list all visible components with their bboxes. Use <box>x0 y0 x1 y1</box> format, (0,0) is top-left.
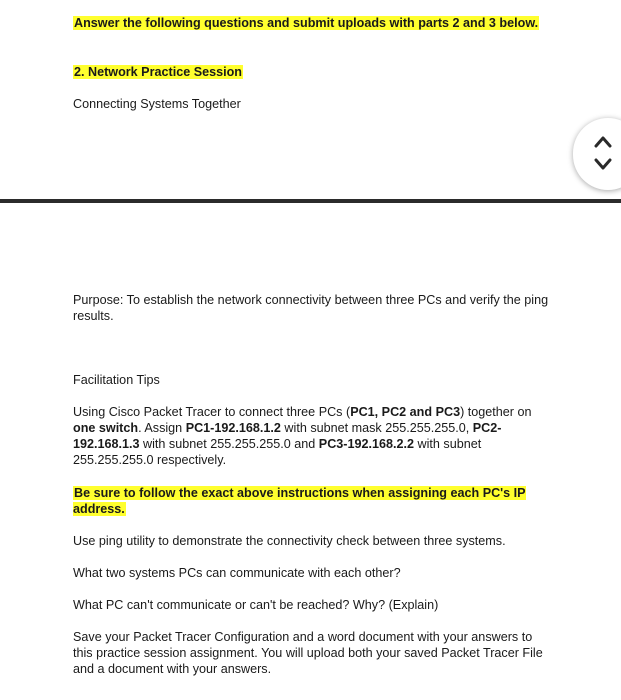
tips-bold-switch: one switch <box>73 421 139 435</box>
tips-bold-pc2: PC2-192.168.1.3 <box>73 421 502 451</box>
tips-text-1: Using Cisco Packet Tracer to connect three PCs ( <box>73 405 351 419</box>
chevron-down-icon[interactable] <box>591 154 615 174</box>
purpose-text: Purpose: To establish the network connectivity between three PCs and verify the ping results. <box>73 293 549 323</box>
save-note: Save your Packet Tracer Configuration and a word document with your answers to this practice session assignment. You will upload both your saved Packet Tracer File and a document with your answers. <box>73 630 543 676</box>
tips-text-6: with subnet 255.255.255.0 respectively. <box>73 437 482 467</box>
warning-highlight: Be sure to follow the exact above instructions when assigning each PC's IP address. <box>73 486 526 516</box>
top-page-section <box>0 0 621 199</box>
bottom-page-section <box>0 203 621 700</box>
tips-bold-pc1: PC1-192.168.1.2 <box>185 421 281 435</box>
section-heading-highlight: 2. Network Practice Session <box>74 65 242 79</box>
chevron-down-icon-svg <box>591 154 615 174</box>
unreachable-question: What PC can't communicate or can't be reached? Why? (Explain) <box>73 598 439 612</box>
ping-question: Use ping utility to demonstrate the connectivity check between three systems. <box>73 534 506 548</box>
communicate-question: What two systems PCs can communicate with each other? <box>73 566 401 580</box>
tips-text-3: . Assign <box>138 421 186 435</box>
chevron-up-icon[interactable] <box>591 132 615 152</box>
instructions-highlight: Answer the following questions and submit uploads with parts 2 and 3 below. <box>74 16 539 30</box>
section-heading <box>73 64 553 80</box>
section-subtitle: Connecting Systems Together <box>73 97 241 111</box>
instructions-text <box>73 15 553 31</box>
tips-heading: Facilitation Tips <box>73 373 160 387</box>
tips-body <box>73 404 553 468</box>
chevron-up-icon-svg <box>591 132 615 152</box>
tips-bold-pc3: PC3-192.168.2.2 <box>318 437 415 451</box>
highlight-warning <box>73 485 553 517</box>
tips-text-4: with subnet mask 255.255.255.0, <box>280 421 473 435</box>
tips-text-5: with subnet 255.255.255.0 and <box>139 437 319 451</box>
tips-text-2: ) together on <box>460 405 532 419</box>
tips-bold-pcs: PC1, PC2 and PC3 <box>350 405 461 419</box>
